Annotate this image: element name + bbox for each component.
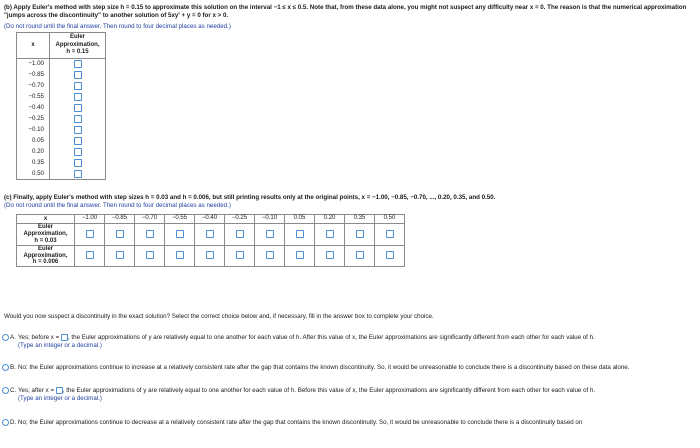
- option-c-answer-box[interactable]: [56, 387, 63, 394]
- row-header-h003: Euler Approximation, h = 0.03: [17, 224, 75, 246]
- answer-box[interactable]: [74, 71, 82, 79]
- x-value: −0.70: [135, 215, 165, 224]
- option-a-text-pre: Yes; before x =: [18, 334, 60, 342]
- answer-box[interactable]: [176, 230, 184, 238]
- option-c-text-pre: Yes; after x =: [18, 387, 55, 395]
- answer-box[interactable]: [116, 251, 124, 259]
- radio-option-b[interactable]: [2, 364, 9, 371]
- table-row: [17, 81, 106, 92]
- answer-box[interactable]: [116, 230, 124, 238]
- option-c[interactable]: [0, 387, 690, 415]
- radio-option-c[interactable]: [2, 387, 9, 394]
- x-value: 0.20: [17, 147, 50, 158]
- option-d-letter: D.: [10, 419, 17, 426]
- answer-box[interactable]: [326, 230, 334, 238]
- answer-box[interactable]: [74, 115, 82, 123]
- answer-box[interactable]: [356, 230, 364, 238]
- table-row-h0006: [17, 245, 405, 267]
- radio-option-d[interactable]: [2, 419, 9, 426]
- x-value: −0.40: [195, 215, 225, 224]
- option-a[interactable]: [0, 334, 690, 362]
- answer-box[interactable]: [176, 251, 184, 259]
- option-a-hint: (Type an integer or a decimal.): [18, 341, 102, 349]
- column-header-x: x: [17, 33, 50, 59]
- x-value: −0.25: [17, 114, 50, 125]
- option-c-hint: (Type an integer or a decimal.): [18, 394, 102, 402]
- answer-box[interactable]: [146, 230, 154, 238]
- answer-box[interactable]: [386, 230, 394, 238]
- part-c-prompt: (c) Finally, apply Euler's method with step sizes h = 0.03 and h = 0.006, but still printing results only at the original points, x = −1.00, −0.85, −0.70, ..., 0.20, 0.35, and 0.50.: [4, 194, 496, 201]
- answer-box[interactable]: [296, 251, 304, 259]
- table-row: [17, 103, 106, 114]
- x-value: −0.85: [105, 215, 135, 224]
- answer-box[interactable]: [74, 60, 82, 68]
- x-value: −0.10: [17, 125, 50, 136]
- x-value: 0.50: [375, 215, 405, 224]
- option-a-letter: A.: [10, 334, 16, 341]
- table-row: [17, 158, 106, 169]
- answer-box[interactable]: [206, 251, 214, 259]
- answer-box[interactable]: [326, 251, 334, 259]
- answer-box[interactable]: [266, 230, 274, 238]
- answer-box[interactable]: [206, 230, 214, 238]
- answer-box[interactable]: [74, 137, 82, 145]
- answer-box[interactable]: [74, 104, 82, 112]
- column-header-x: x: [17, 215, 75, 224]
- x-value: −0.85: [17, 70, 50, 81]
- x-value: −0.10: [255, 215, 285, 224]
- answer-box[interactable]: [146, 251, 154, 259]
- option-b-text: No; the Euler approximations continue to increase at a relatively consistent rate after the gap that contains the known discontinuity. So, it would be unreasonable to conclude there is a discontinuity based on these data alone.: [18, 364, 630, 371]
- answer-box[interactable]: [74, 159, 82, 167]
- answer-box[interactable]: [74, 82, 82, 90]
- table-row: [17, 114, 106, 125]
- answer-box[interactable]: [386, 251, 394, 259]
- table-row: [17, 125, 106, 136]
- answer-box[interactable]: [74, 126, 82, 134]
- euler-table-h015: [16, 32, 106, 180]
- table-row: [17, 92, 106, 103]
- answer-box[interactable]: [296, 230, 304, 238]
- part-b-prompt: (b) Apply Euler's method with step size h = 0.15 to approximate this solution on the interval −1 ≤ x ≤ 0.5. Note that, from these data alone, you might not suspect any difficulty near x = 0. The reason is that the numerical approximation "jumps across the discontinuity" to another solution of 5xy' + y = 0 for x > 0.: [4, 4, 687, 19]
- table-row: [17, 59, 106, 70]
- option-c-text-post: , the Euler approximations of y are relatively equal to one another for each value of h. Before this value of x, the Euler approximations are significantly different from each other for each value of h.: [62, 387, 596, 395]
- answer-box[interactable]: [236, 230, 244, 238]
- row-header-h0006: Euler Approximation, h = 0.006: [17, 245, 75, 267]
- answer-box[interactable]: [74, 170, 82, 178]
- x-value: −0.25: [225, 215, 255, 224]
- option-d-text: No; the Euler approximations continue to decrease at a relatively consistent rate after the gap that contains the known discontinuity. So, it would be unreasonable to conclude there is a discontinuity based on: [18, 419, 583, 426]
- answer-box[interactable]: [74, 148, 82, 156]
- option-c-letter: C.: [10, 387, 17, 394]
- euler-table-h003-h0006: [16, 214, 405, 267]
- part-b-instruction: (Do not round until the final answer. Then round to four decimal places as needed.): [4, 23, 231, 30]
- table-row: [17, 169, 106, 180]
- option-b-letter: B.: [10, 364, 16, 371]
- table-row-h003: [17, 224, 405, 246]
- x-value: 0.35: [17, 158, 50, 169]
- column-header-approximation: Euler Approximation, h = 0.15: [50, 33, 106, 59]
- option-b[interactable]: [0, 364, 690, 382]
- x-value: −1.00: [75, 215, 105, 224]
- x-value: −0.70: [17, 81, 50, 92]
- answer-box[interactable]: [266, 251, 274, 259]
- answer-box[interactable]: [236, 251, 244, 259]
- x-value: −0.40: [17, 103, 50, 114]
- table-row: [17, 136, 106, 147]
- x-value: −0.55: [165, 215, 195, 224]
- x-value: −1.00: [17, 59, 50, 70]
- answer-box[interactable]: [86, 230, 94, 238]
- table-row: [17, 70, 106, 81]
- option-a-text-post: , the Euler approximations of y are relatively equal to one another for each value of h. After this value of x, the Euler approximations are significantly different from each other for each value of h.: [67, 334, 595, 342]
- option-a-answer-box[interactable]: [61, 334, 68, 341]
- discontinuity-question: Would you now suspect a discontinuity in the exact solution? Select the correct choice below and, if necessary, fill in the answer box to complete your choice.: [4, 313, 434, 320]
- x-value: 0.05: [17, 136, 50, 147]
- x-value: 0.35: [345, 215, 375, 224]
- answer-box[interactable]: [86, 251, 94, 259]
- option-d[interactable]: [0, 419, 690, 429]
- x-value: 0.50: [17, 169, 50, 180]
- answer-box[interactable]: [74, 93, 82, 101]
- x-value: −0.55: [17, 92, 50, 103]
- radio-option-a[interactable]: [2, 334, 9, 341]
- answer-box[interactable]: [356, 251, 364, 259]
- x-value: 0.05: [285, 215, 315, 224]
- part-c-instruction: (Do not round until the final answer. Then round to four decimal places as needed.): [4, 202, 231, 209]
- x-value: 0.20: [315, 215, 345, 224]
- table-row: [17, 147, 106, 158]
